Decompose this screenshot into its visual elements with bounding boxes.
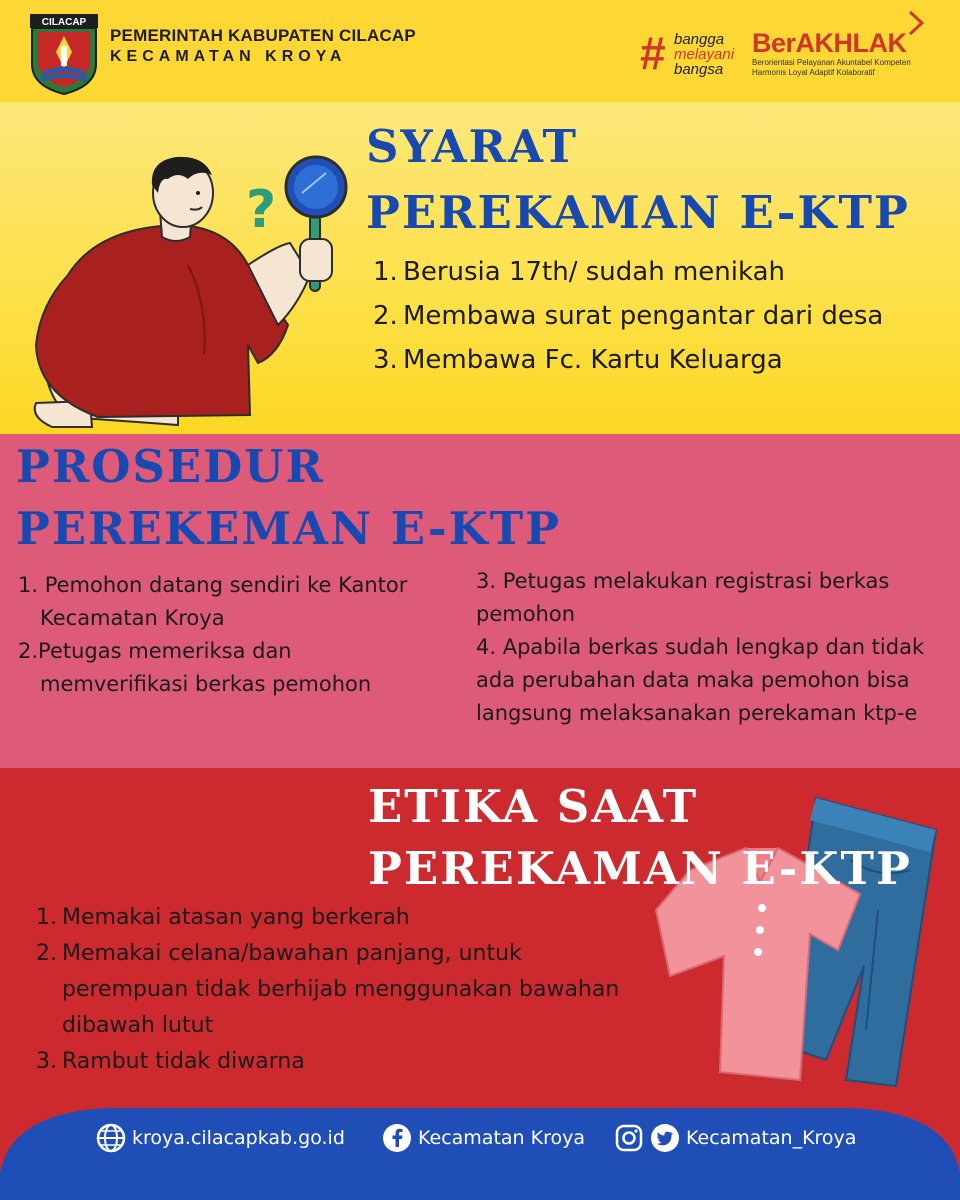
item-text: Membawa Fc. Kartu Keluarga [403, 345, 783, 375]
website-url: kroya.cilacapkab.go.id [132, 1127, 345, 1149]
item-number: 3. [476, 569, 497, 593]
etika-list [36, 900, 619, 1080]
list-item [36, 900, 619, 936]
list-item [36, 936, 619, 1044]
syarat-title-line-2: PEREKAMAN E-KTP [366, 186, 910, 239]
etika-title-line-1: ETIKA SAAT [368, 780, 699, 833]
item-text: Petugas melakukan registrasi berkas [502, 569, 890, 593]
item-text: Pemohon datang sendiri ke Kantor [38, 573, 408, 597]
item-line [476, 565, 956, 598]
bangga-melayani-bangsa-logo [640, 28, 752, 84]
item-line: ada perubahan data maka pemohon bisa [476, 668, 910, 692]
district-name: KECAMATAN KROYA [110, 48, 347, 65]
item-number: 3. [373, 345, 398, 375]
list-item [476, 565, 956, 631]
item-text: Rambut tidak diwarna [62, 1049, 305, 1074]
item-text: Apabila berkas sudah lengkap dan tidak [502, 635, 925, 659]
item-number: 2. [36, 941, 57, 966]
berakhlak-logo-text: BerAKHLAK [752, 28, 907, 58]
list-item [476, 631, 956, 730]
item-line: memverifikasi berkas pemohon [40, 672, 372, 696]
item-text: Memakai atasan yang berkerah [62, 905, 410, 930]
prosedur-title-line-2: PEREKEMAN E-KTP [16, 502, 562, 555]
item-number: 2. [373, 301, 398, 331]
item-line: langsung melaksanakan perekaman ktp-e [476, 701, 918, 725]
list-item [373, 299, 883, 343]
berakhlak-subtitle-1: Berorientasi Pelayanan Akuntabel Kompeten [752, 58, 911, 67]
item-number: 2. [18, 639, 39, 663]
prosedur-list-right [476, 565, 956, 730]
government-name: PEMERINTAH KABUPATEN CILACAP [110, 26, 416, 45]
list-item [18, 635, 458, 701]
item-number: 1. [18, 573, 39, 597]
item-number: 4. [476, 635, 497, 659]
cilacap-emblem-icon [28, 12, 100, 96]
instagram-icon [614, 1123, 644, 1153]
item-text: Berusia 17th/ sudah menikah [403, 257, 785, 287]
syarat-list [373, 255, 883, 387]
facebook-icon [382, 1123, 412, 1153]
website-link[interactable] [96, 1122, 345, 1154]
chevron-right-icon [906, 10, 926, 36]
item-number: 1. [36, 905, 57, 930]
item-line: Memakai celana/bawahan panjang, untuk [62, 941, 522, 966]
item-number: 1. [373, 257, 398, 287]
etika-title-line-2: PEREKAMAN E-KTP [368, 842, 912, 895]
item-line: perempuan tidak berhijab menggunakan bawahan [62, 977, 620, 1002]
twitter-icon [650, 1123, 680, 1153]
social-handle: Kecamatan_Kroya [686, 1127, 857, 1149]
syarat-title-line-1: SYARAT [366, 120, 578, 173]
facebook-name: Kecamatan Kroya [418, 1127, 585, 1149]
list-item [373, 255, 883, 299]
list-item [18, 569, 458, 635]
tagline-word-3: bangsa [674, 61, 724, 78]
item-line [476, 631, 956, 664]
item-text: Membawa surat pengantar dari desa [403, 301, 884, 331]
list-item [373, 343, 883, 387]
item-line: Kecamatan Kroya [40, 606, 225, 630]
globe-icon [96, 1123, 126, 1153]
hashtag-glyph: # [640, 27, 666, 79]
prosedur-title-line-1: PROSEDUR [16, 440, 325, 493]
item-line [18, 635, 458, 668]
item-line: dibawah lutut [62, 1013, 214, 1038]
clothes-illustration [650, 790, 950, 1090]
facebook-link[interactable] [382, 1122, 585, 1154]
social-link[interactable] [614, 1122, 856, 1154]
list-item [36, 1044, 619, 1080]
berakhlak-subtitle-2: Harmonis Loyal Adaptif Kolaboratif [752, 68, 875, 77]
person-magnifier-illustration [28, 155, 358, 445]
item-text: Petugas memeriksa dan [38, 639, 292, 663]
tagline-word-2: melayani [674, 46, 735, 63]
tagline-word-1: bangga [674, 31, 725, 48]
prosedur-list-left [18, 569, 458, 701]
item-number: 3. [36, 1049, 57, 1074]
svg-text:?: ? [246, 180, 277, 240]
item-line: pemohon [476, 602, 576, 626]
item-line [18, 569, 458, 602]
emblem-text: CILACAP [41, 17, 87, 28]
